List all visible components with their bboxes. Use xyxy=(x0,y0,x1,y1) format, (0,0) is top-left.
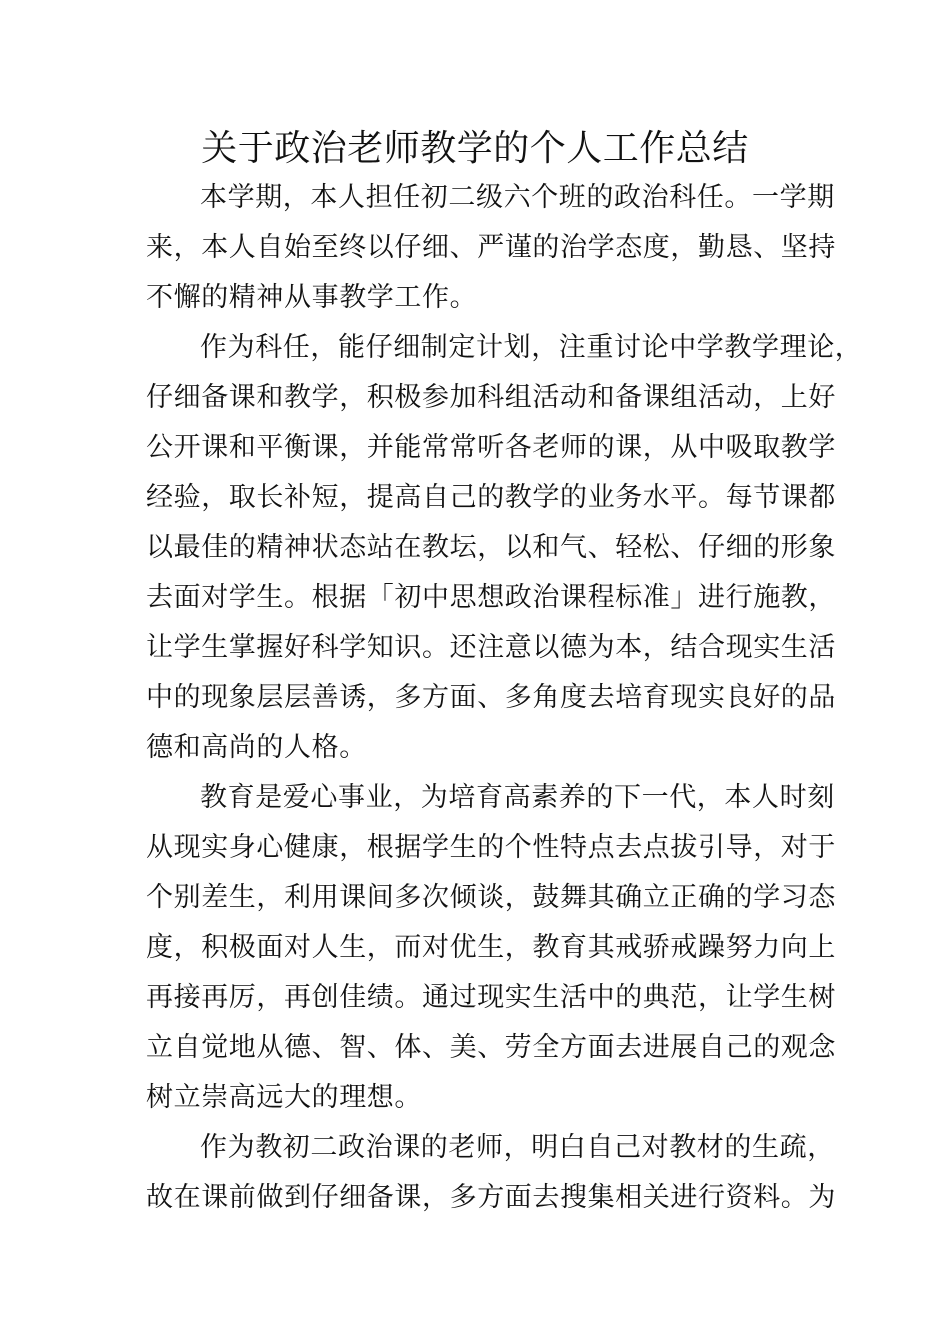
paragraph-2-line-8: 中的现象层层善诱，多方面、多角度去培育现实良好的品 xyxy=(146,682,836,713)
paragraph-2-line-5: 以最佳的精神状态站在教坛，以和气、轻松、仔细的形象 xyxy=(146,532,836,563)
paragraph-4-line-1: 作为教初二政治课的老师，明白自己对教材的生疏， xyxy=(200,1132,835,1163)
paragraph-3-line-4: 度，积极面对人生，而对优生，教育其戒骄戒躁努力向上 xyxy=(146,932,836,963)
paragraph-4-line-2: 故在课前做到仔细备课，多方面去搜集相关进行资料。为 xyxy=(146,1182,836,1213)
paragraph-3-line-5: 再接再厉，再创佳绩。通过现实生活中的典范，让学生树 xyxy=(146,982,836,1013)
paragraph-3-line-7: 树立崇高远大的理想。 xyxy=(146,1082,422,1113)
paragraph-3-line-2: 从现实身心健康，根据学生的个性特点去点拔引导，对于 xyxy=(146,832,836,863)
paragraph-2-line-6: 去面对学生。根据「初中思想政治课程标准」进行施教， xyxy=(146,582,836,613)
paragraph-2-line-3: 公开课和平衡课，并能常常听各老师的课，从中吸取教学 xyxy=(146,432,836,463)
document-title: 关于政治老师教学的个人工作总结 xyxy=(201,128,749,169)
paragraph-1-line-3: 不懈的精神从事教学工作。 xyxy=(146,282,478,313)
paragraph-2-line-1: 作为科任，能仔细制定计划，注重讨论中学教学理论， xyxy=(200,332,863,363)
paragraph-1-line-1: 本学期，本人担任初二级六个班的政治科任。一学期 xyxy=(200,182,835,213)
paragraph-1-line-2: 来，本人自始至终以仔细、严谨的治学态度，勤恳、坚持 xyxy=(146,232,836,263)
paragraph-2-line-4: 经验，取长补短，提高自己的教学的业务水平。每节课都 xyxy=(146,482,836,513)
paragraph-2-line-2: 仔细备课和教学，积极参加科组活动和备课组活动，上好 xyxy=(146,382,836,413)
paragraph-3-line-3: 个别差生，利用课间多次倾谈，鼓舞其确立正确的学习态 xyxy=(146,882,836,913)
paragraph-2-line-7: 让学生掌握好科学知识。还注意以德为本，结合现实生活 xyxy=(146,632,836,663)
paragraph-2-line-9: 德和高尚的人格。 xyxy=(146,732,367,763)
paragraph-3-line-1: 教育是爱心事业，为培育高素养的下一代，本人时刻 xyxy=(200,782,835,813)
paragraph-3-line-6: 立自觉地从德、智、体、美、劳全方面去进展自己的观念 xyxy=(146,1032,836,1063)
